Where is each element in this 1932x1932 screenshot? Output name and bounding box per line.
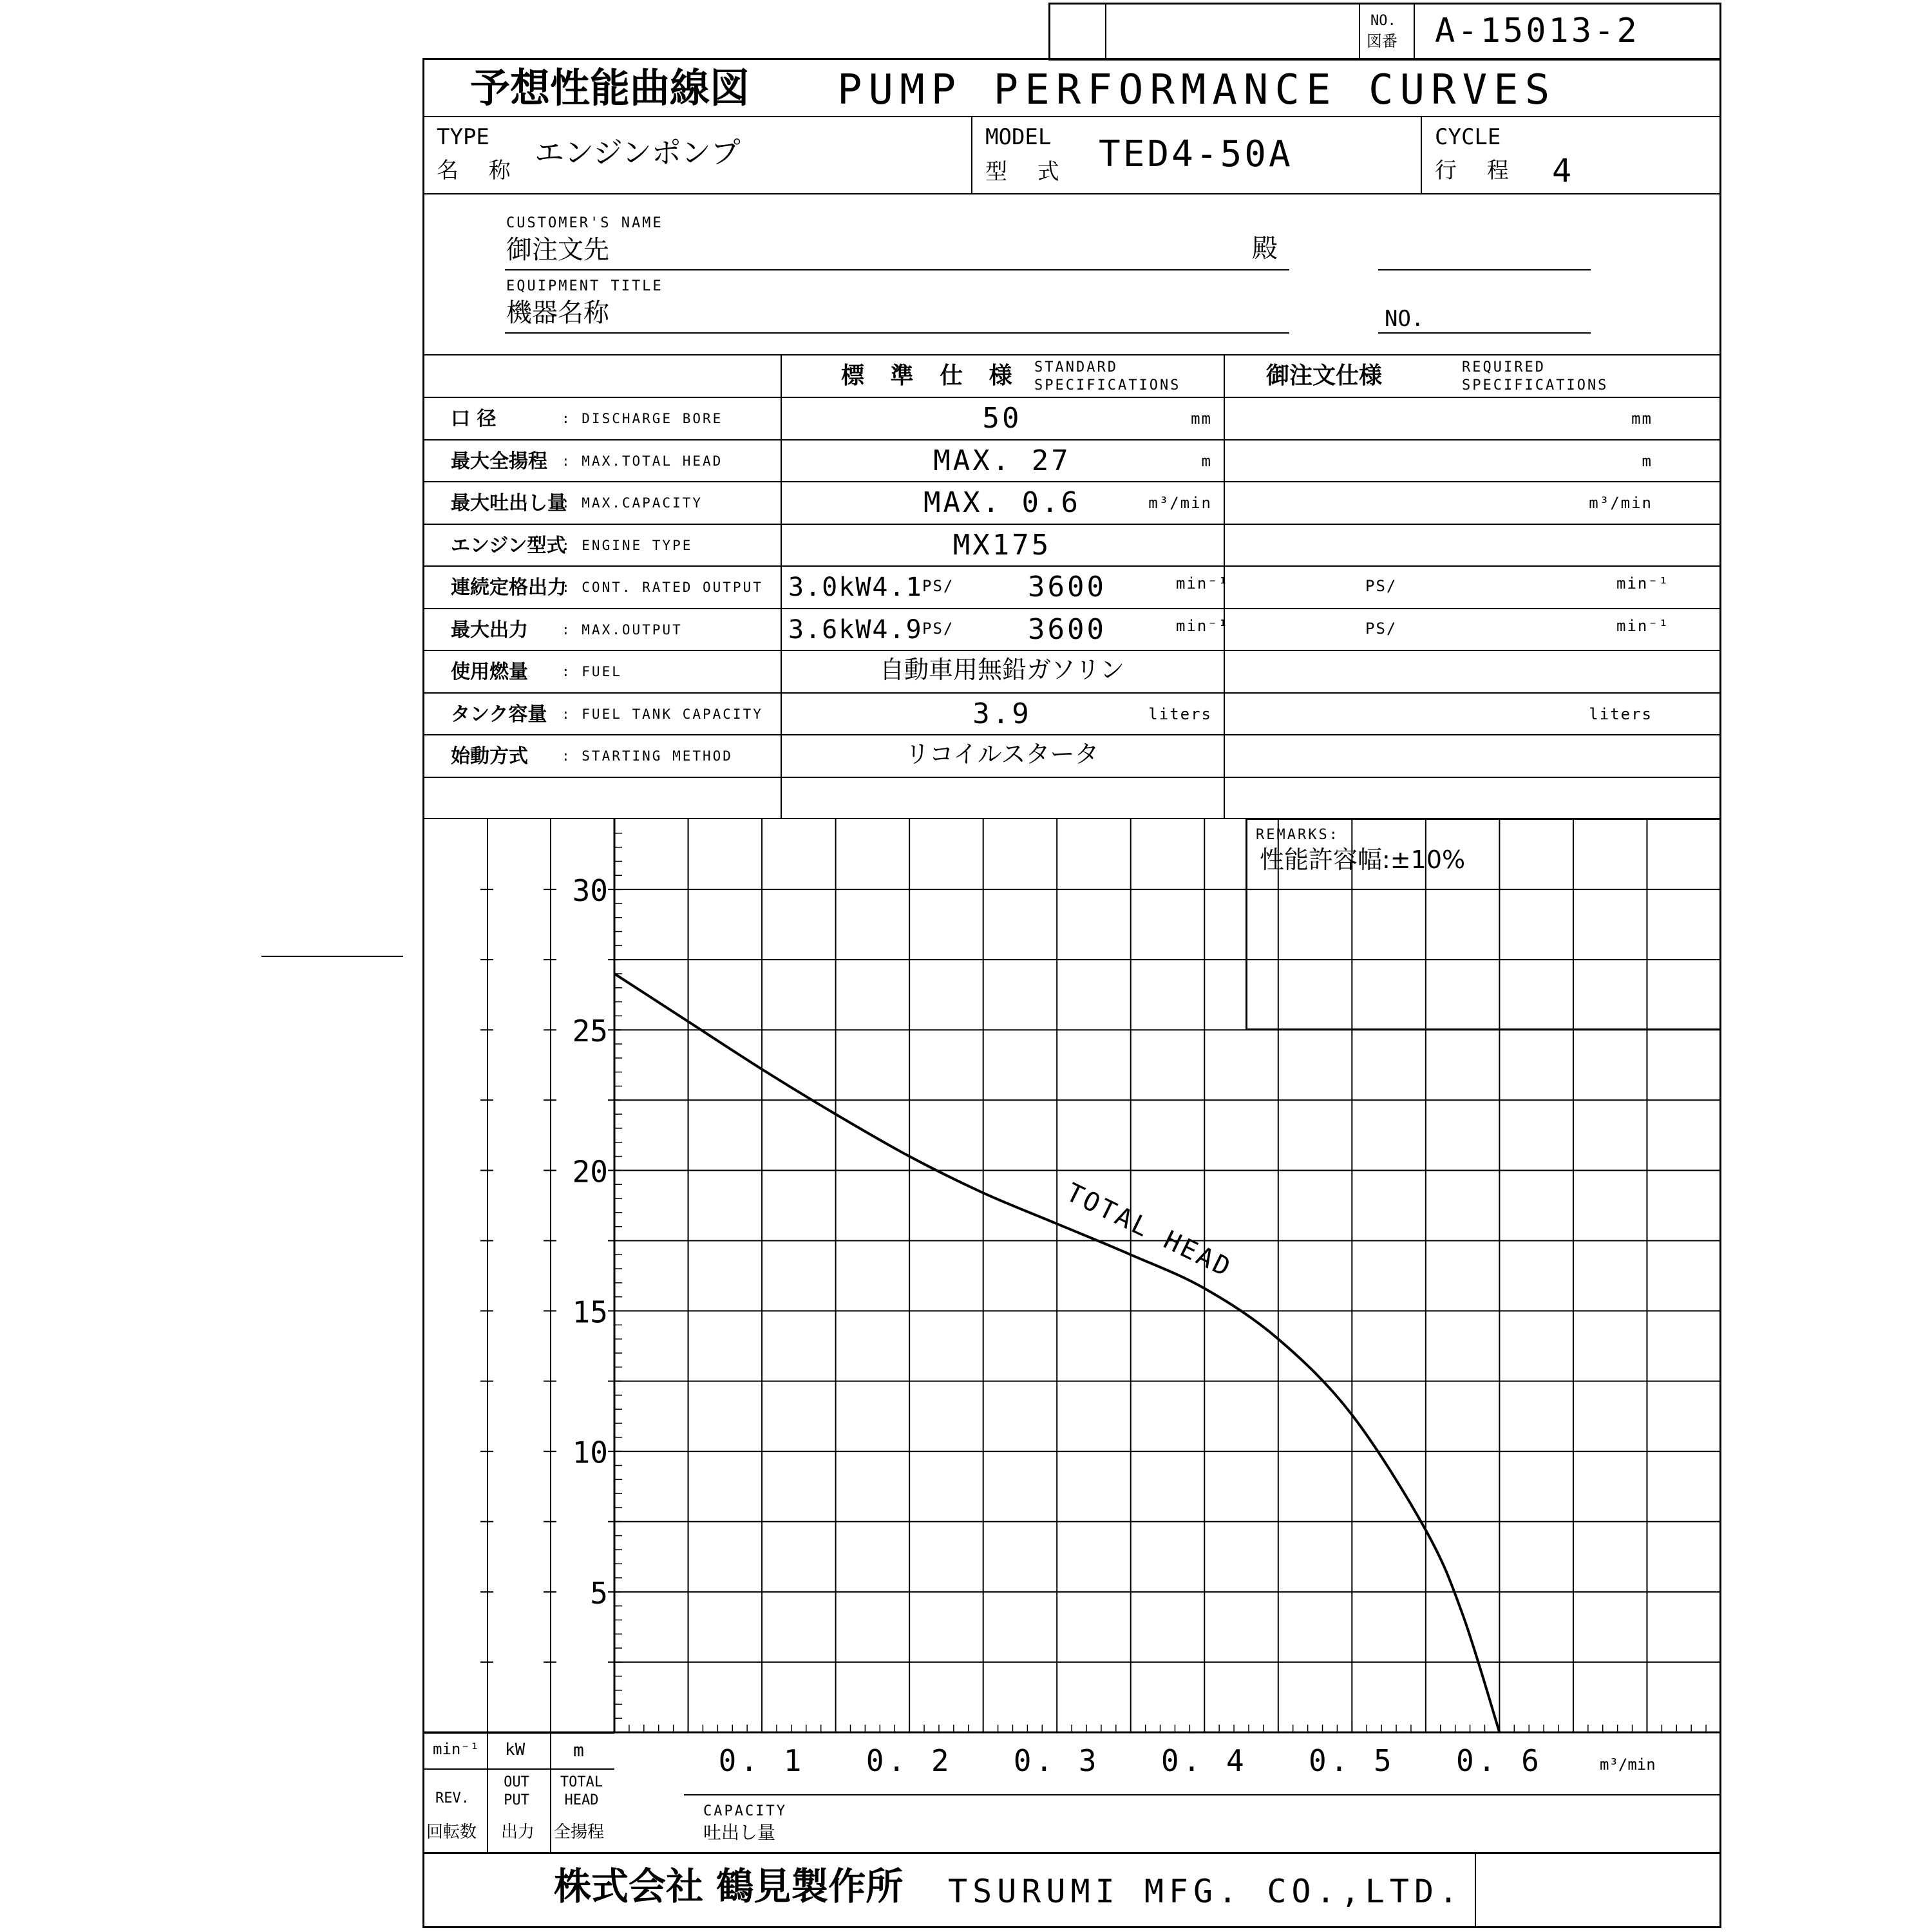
spec-req-unit: mm (1631, 410, 1653, 428)
divider (1105, 3, 1106, 59)
equipment-line (505, 332, 1289, 334)
model-label-jp: 型 式 (985, 159, 1071, 185)
customer-name-jp: 御注文先 (506, 235, 609, 265)
spec-unit: liters (1148, 705, 1212, 723)
x-tick-label: 0. 6 (1456, 1743, 1543, 1778)
spec-output-ps: PS/ (922, 619, 954, 638)
spec-row-divider (422, 565, 1721, 567)
equipment-jp: 機器名称 (506, 298, 609, 328)
spec-req-unit: m (1642, 451, 1653, 470)
remarks-label: REMARKS: (1256, 827, 1340, 843)
divider (971, 116, 972, 193)
spec-req-unit: min⁻¹ (1616, 616, 1670, 635)
spec-unit: m (1201, 451, 1212, 470)
spec-output-kw: 3.6kW4.9 (788, 614, 923, 645)
spec-label-en: : DISCHARGE BORE (562, 411, 723, 426)
head-unit: m (573, 1739, 584, 1761)
spec-output-ps: PS/ (922, 577, 954, 595)
equipment-label: EQUIPMENT TITLE (506, 278, 663, 294)
spec-label-jp: エンジン型式 (451, 534, 566, 557)
spec-label-jp: 始動方式 (451, 745, 528, 768)
divider (422, 193, 1721, 194)
spec-value: 3.9 (972, 697, 1032, 730)
rev-en: REV. (435, 1790, 469, 1806)
divider (422, 397, 1721, 398)
spec-output-rpm: 3600 (1028, 612, 1106, 646)
divider (422, 1732, 614, 1734)
spec-value: リコイルスタータ (905, 740, 1099, 768)
spec-row-divider (422, 734, 1721, 735)
x-tick-label: 0. 5 (1308, 1743, 1396, 1778)
divider (422, 1852, 1721, 1854)
x-tick-label: 0. 2 (866, 1743, 953, 1778)
head-en: TOTAL HEAD (560, 1774, 603, 1808)
divider (422, 354, 1721, 355)
rev-axis-line (487, 818, 488, 1852)
spec-unit: min⁻¹ (1176, 574, 1229, 592)
y-tick-label: 10 (572, 1435, 608, 1470)
x-tick-label: 0. 1 (718, 1743, 806, 1778)
drawing-number: A-15013-2 (1435, 12, 1640, 50)
spec-required-en1: REQUIRED (1462, 359, 1546, 375)
y-tick-label: 15 (572, 1294, 608, 1330)
cycle-label: CYCLE (1435, 124, 1501, 150)
spec-label-jp: 最大全揚程 (451, 450, 547, 473)
cycle-label-jp: 行 程 (1435, 158, 1520, 184)
rev-unit: min⁻¹ (433, 1740, 480, 1758)
spec-output-rpm: 3600 (1028, 571, 1106, 603)
spec-standard-en1: STANDARD (1034, 359, 1118, 375)
spec-label-en: : FUEL (562, 664, 622, 679)
x-tick-label: 0. 4 (1160, 1743, 1248, 1778)
customer-no-line (1378, 269, 1591, 270)
spec-req-unit: m³/min (1589, 494, 1653, 512)
divider (1359, 3, 1360, 59)
spec-row-divider (422, 650, 1721, 651)
spec-unit: m³/min (1148, 494, 1212, 512)
drawing-no-label: NO. (1370, 13, 1396, 29)
spec-row-divider (422, 692, 1721, 694)
divider (1421, 116, 1422, 193)
capacity-rule (684, 1794, 1721, 1795)
remarks-text: 性能許容幅:±10% (1260, 846, 1466, 874)
spec-value: MX175 (952, 528, 1052, 562)
customer-honorific: 殿 (1252, 234, 1278, 263)
drawing-zuban-label: 図番 (1367, 32, 1397, 50)
spec-label-jp: 最大吐出し量 (451, 492, 567, 515)
divider (1475, 1852, 1476, 1927)
cycle-value: 4 (1552, 152, 1572, 189)
margin-rule (261, 956, 403, 957)
company-en: TSURUMI MFG. CO.,LTD. (948, 1873, 1464, 1910)
spec-label-jp: 連続定格出力 (451, 576, 567, 599)
spec-label-jp: タンク容量 (451, 703, 547, 726)
divider (422, 1768, 614, 1770)
y-tick-label: 5 (590, 1575, 608, 1611)
output-jp: 出力 (501, 1823, 535, 1842)
spec-req-ps: PS/ (1365, 619, 1397, 638)
model-value: TED4-50A (1099, 133, 1293, 175)
spec-row-divider (422, 777, 1721, 778)
spec-label-en: : ENGINE TYPE (562, 537, 693, 553)
equipment-no-label: NO. (1385, 306, 1425, 332)
spec-label-en: : MAX.CAPACITY (562, 495, 703, 511)
spec-value: 自動車用無鉛ガソリン (879, 656, 1124, 684)
spec-label-en: : STARTING METHOD (562, 748, 733, 764)
output-en: OUT PUT (504, 1774, 529, 1808)
customer-name-line (505, 269, 1289, 270)
capacity-en: CAPACITY (703, 1803, 787, 1819)
y-tick-label: 30 (572, 873, 608, 909)
output-axis-line (550, 818, 551, 1852)
spec-standard-jp: 標 準 仕 様 (841, 363, 1021, 389)
title-en: PUMP PERFORMANCE CURVES (837, 66, 1557, 114)
spec-row-divider (422, 481, 1721, 482)
spec-label-en: : MAX.OUTPUT (562, 621, 683, 638)
head-jp: 全揚程 (554, 1823, 605, 1842)
spec-label-en: : MAX.TOTAL HEAD (562, 453, 723, 469)
series-label: TOTAL HEAD (1061, 1177, 1237, 1284)
spec-label-jp: 使用燃量 (451, 661, 528, 683)
y-tick-label: 20 (572, 1154, 608, 1189)
spec-output-kw: 3.0kW4.1 (788, 573, 923, 602)
type-label: TYPE (437, 124, 489, 150)
spec-req-unit: min⁻¹ (1616, 574, 1670, 592)
spec-row-divider (422, 439, 1721, 440)
customer-name-label: CUSTOMER'S NAME (506, 215, 663, 231)
spec-unit: mm (1191, 410, 1212, 428)
spec-req-ps: PS/ (1365, 577, 1397, 595)
divider (422, 116, 1721, 117)
spec-standard-en2: SPECIFICATIONS (1034, 377, 1181, 393)
rev-jp: 回転数 (426, 1823, 477, 1842)
spec-value: MAX. 0.6 (923, 486, 1081, 519)
output-unit: kW (505, 1740, 526, 1759)
spec-label-en: : CONT. RATED OUTPUT (562, 580, 763, 595)
equipment-no-line (1378, 332, 1591, 334)
company-jp: 株式会社 鶴見製作所 (554, 1864, 904, 1908)
type-label-jp: 名 称 (437, 158, 522, 184)
model-label: MODEL (985, 124, 1052, 150)
capacity-jp: 吐出し量 (703, 1822, 776, 1843)
x-unit-label: m³/min (1600, 1756, 1656, 1774)
y-tick-label: 25 (572, 1014, 608, 1049)
spec-label-en: : FUEL TANK CAPACITY (562, 706, 763, 722)
divider (1414, 3, 1415, 59)
spec-label-jp: 最大出力 (451, 618, 528, 641)
x-tick-label: 0. 3 (1013, 1743, 1101, 1778)
title-jp: 予想性能曲線図 (470, 64, 750, 111)
spec-row-divider (422, 608, 1721, 609)
spec-label-jp: 口 径 (451, 408, 497, 430)
spec-required-jp: 御注文仕様 (1266, 363, 1383, 389)
type-value: エンジンポンプ (535, 135, 741, 170)
spec-row-divider (422, 524, 1721, 525)
spec-required-en2: SPECIFICATIONS (1462, 377, 1609, 393)
spec-req-unit: liters (1589, 705, 1653, 723)
spec-value: MAX. 27 (933, 444, 1071, 477)
spec-unit: min⁻¹ (1176, 616, 1229, 635)
spec-value: 50 (982, 402, 1022, 435)
